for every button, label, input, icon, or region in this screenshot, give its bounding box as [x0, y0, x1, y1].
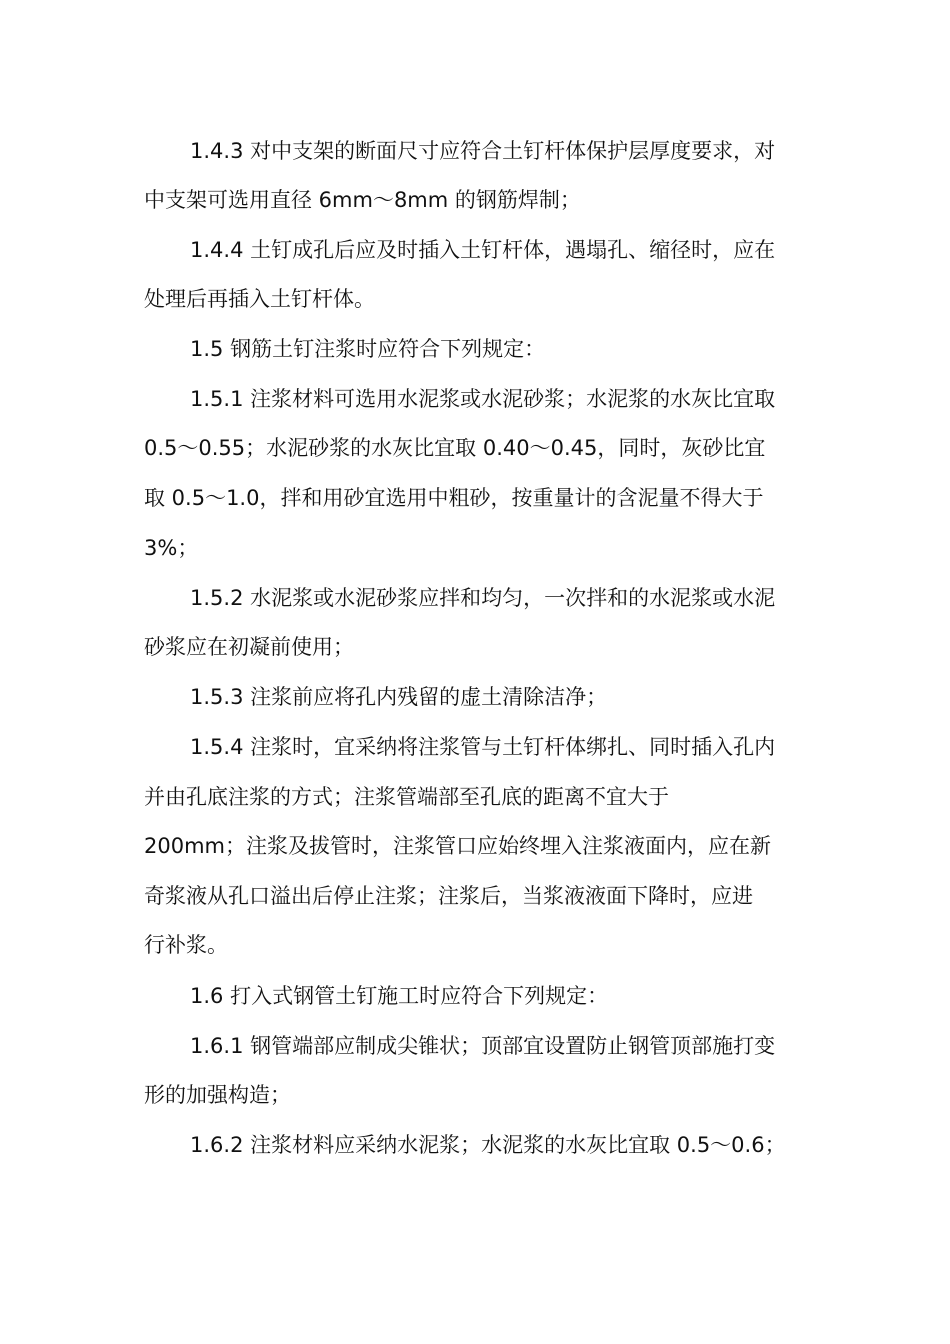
line-text: 1.4.4 土钉成孔后应及时插入土钉杆体，遇塌孔、缩径时，应在: [190, 238, 776, 262]
line-text: 形的加强构造；: [144, 1083, 291, 1107]
line-text: 0.5～0.55；水泥砂浆的水灰比宜取 0.40～0.45，同时，灰砂比宜: [144, 436, 766, 460]
line-text: 200mm；注浆及拔管时，注浆管口应始终埋入注浆液面内，应在新: [144, 834, 771, 858]
line-text: 中支架可选用直径 6mm～8mm 的钢筋焊制；: [144, 188, 581, 212]
line-text: 1.5.1 注浆材料可选用水泥浆或水泥砂浆；水泥浆的水灰比宜取: [190, 387, 776, 411]
line-text: 并由孔底注浆的方式；注浆管端部至孔底的距离不宜大于: [144, 785, 669, 809]
line-text: 1.5.3 注浆前应将孔内残留的虚土清除洁净；: [190, 685, 608, 709]
line-text: 1.5.4 注浆时，宜采纳将注浆管与土钉杆体绑扎、同时插入孔内: [190, 735, 776, 759]
line-text: 奇浆液从孔口溢出后停止注浆；注浆后，当浆液液面下降时，应进: [144, 884, 753, 908]
line-text: 1.6.2 注浆材料应采纳水泥浆；水泥浆的水灰比宜取 0.5～0.6；: [190, 1133, 786, 1157]
line-text: 砂浆应在初凝前使用；: [144, 635, 354, 659]
line-text: 取 0.5～1.0，拌和用砂宜选用中粗砂，按重量计的含泥量不得大于: [144, 486, 764, 510]
line-text: 1.5 钢筋土钉注浆时应符合下列规定：: [190, 337, 546, 361]
line-text: 1.5.2 水泥浆或水泥砂浆应拌和均匀，一次拌和的水泥浆或水泥: [190, 586, 776, 610]
line-text: 3%；: [144, 536, 199, 560]
line-text: 行补浆。: [144, 933, 228, 957]
line-text: 处理后再插入土钉杆体。: [144, 287, 375, 311]
line-text: 1.6 打入式钢管土钉施工时应符合下列规定：: [190, 984, 609, 1008]
line-text: 1.4.3 对中支架的断面尺寸应符合土钉杆体保护层厚度要求，对: [190, 139, 776, 163]
line-text: 1.6.1 钢管端部应制成尖锥状；顶部宜设置防止钢管顶部施打变: [190, 1034, 776, 1058]
